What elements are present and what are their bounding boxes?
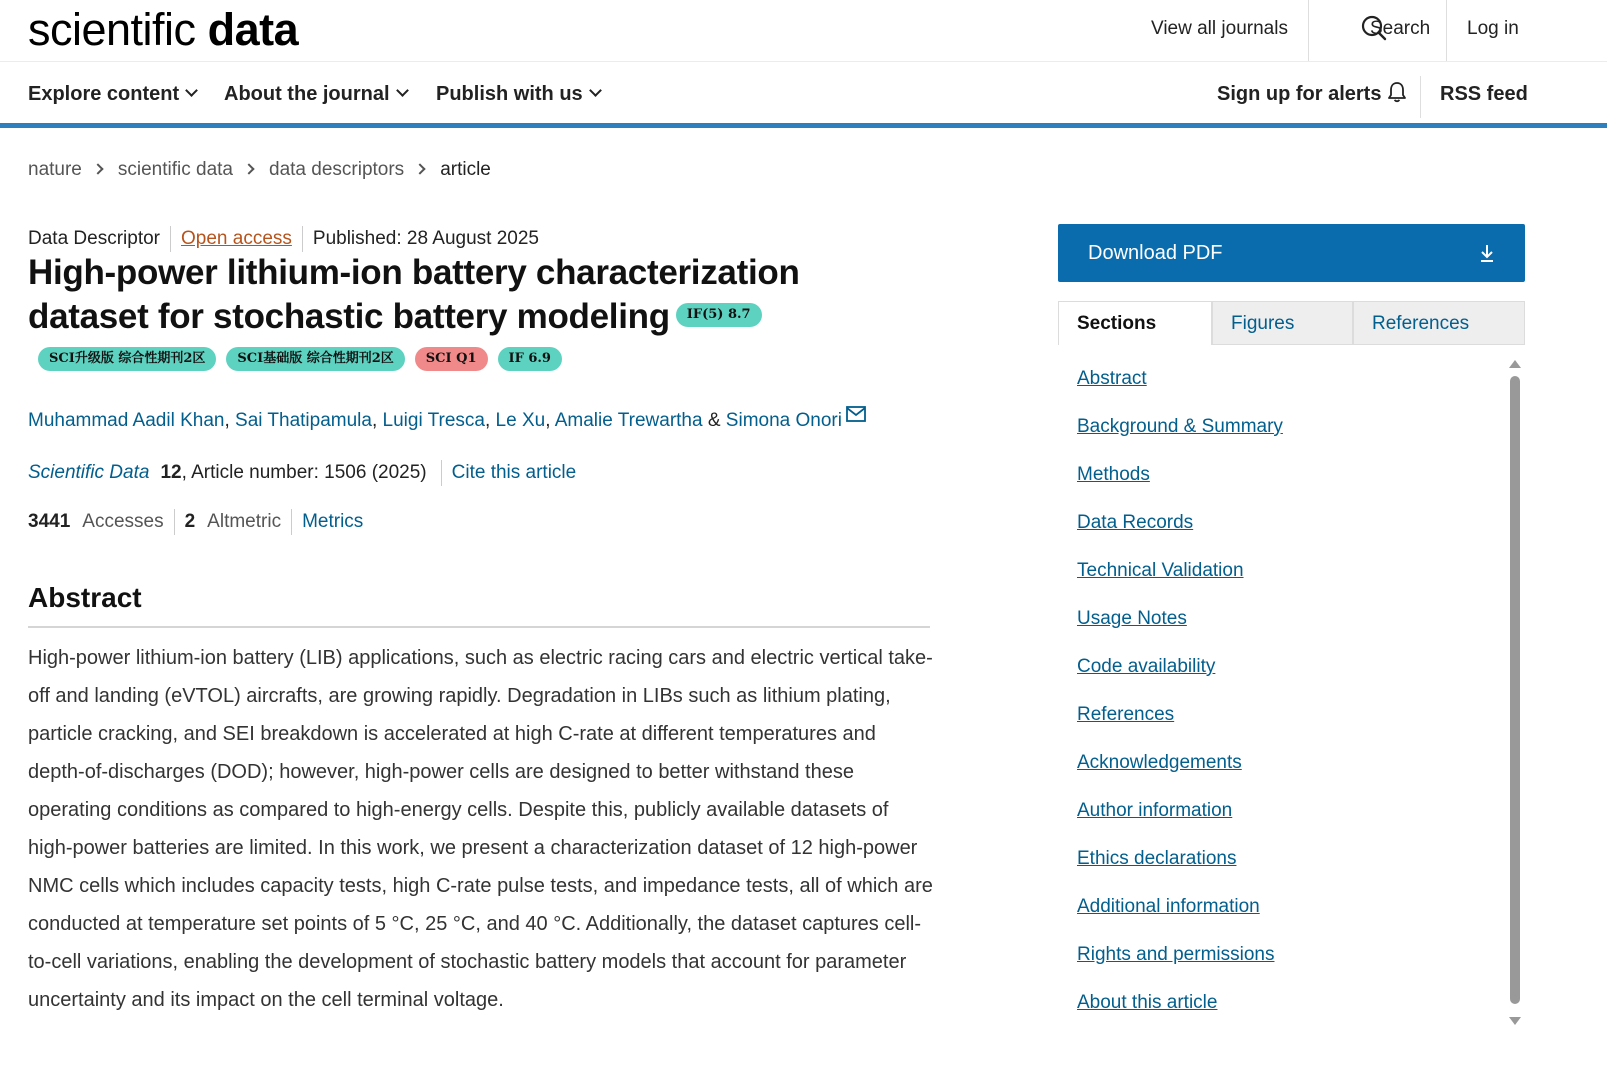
accesses-count: 3441 — [28, 511, 71, 532]
author-list: Muhammad Aadil Khan, Sai Thatipamula, Luigi Tresca, Le Xu, Amalie Trewartha & Simona Onori — [28, 406, 866, 432]
section-item — [1077, 692, 1497, 740]
nav-divider — [1420, 76, 1421, 118]
cite-divider — [441, 460, 442, 486]
article-title-text: High-power lithium-ion battery characterization dataset for stochastic battery modeling — [28, 253, 800, 336]
altmetric-count: 2 — [184, 511, 196, 532]
section-nav-list — [1077, 356, 1497, 1028]
download-icon — [1479, 243, 1495, 263]
section-link-rights[interactable]: Rights and permissions — [1077, 944, 1275, 965]
download-pdf-label: Download PDF — [1088, 242, 1223, 264]
section-link-additional-information[interactable]: Additional information — [1077, 896, 1260, 917]
metric-badge: SCI Q1 — [415, 347, 488, 371]
section-link-usage-notes[interactable]: Usage Notes — [1077, 608, 1187, 629]
chevron-right-icon — [415, 163, 426, 174]
bell-icon — [1387, 81, 1407, 103]
section-link-background[interactable]: Background & Summary — [1077, 416, 1283, 437]
breadcrumb-scientific-data[interactable]: scientific data — [117, 159, 233, 180]
breadcrumb — [28, 159, 491, 181]
open-access-link[interactable]: Open access — [181, 228, 292, 249]
logo-light-text: scientific — [28, 4, 196, 55]
journal-link[interactable]: Scientific Data — [28, 462, 150, 483]
breadcrumb-data-descriptors[interactable]: data descriptors — [269, 159, 405, 180]
alerts-label: Sign up for alerts — [1217, 83, 1382, 105]
section-link-acknowledgements[interactable]: Acknowledgements — [1077, 752, 1242, 773]
metric-badge: IF(5) 8.7 — [676, 303, 762, 327]
article-type: Data Descriptor — [28, 228, 160, 249]
about-journal-menu[interactable] — [224, 62, 407, 125]
author-link[interactable]: Sai Thatipamula — [235, 410, 372, 431]
breadcrumb-nature[interactable]: nature — [28, 159, 82, 180]
tab-sections[interactable]: Sections — [1058, 301, 1212, 345]
section-item — [1077, 548, 1497, 596]
meta-divider — [302, 226, 303, 252]
chevron-down-icon — [185, 84, 198, 97]
logo-bold-text: data — [207, 4, 299, 55]
section-item — [1077, 980, 1497, 1028]
altmetric-label: Altmetric — [207, 511, 282, 532]
section-item — [1077, 452, 1497, 500]
author-link[interactable]: Simona Onori — [725, 410, 842, 431]
chevron-right-icon — [243, 163, 254, 174]
section-link-ethics[interactable]: Ethics declarations — [1077, 848, 1237, 869]
abstract-heading: Abstract — [28, 582, 142, 613]
section-link-about-article[interactable]: About this article — [1077, 992, 1218, 1013]
about-journal-label: About the journal — [224, 83, 390, 105]
abstract-text: High-power lithium-ion battery (LIB) applications, such as electric racing cars and electric vertical take-off and landing (eVTOL) aircrafts, are growing rapidly. Degradation in LIBs such as lithium plating, particle cracking, and SEI breakdown is accelerated at high C-rate at different temperatures and depth-of-discharges (DOD); however, high-power cells are designed to better withstand these operating conditions as compared to high-energy cells. Despite this, publicly available datasets of high-power batteries are limited. In this work, we present a characterization dataset of 12 high-power NMC cells which includes capacity tests, high C-rate pulse tests, and impedance tests, all of which are conducted at temperature set points of 5 °C, 25 °C, and 40 °C. Additionally, the dataset captures cell-to-cell variations, enabling the development of stochastic battery models that account for parameter uncertainty and its impact on the cell terminal voltage. — [28, 647, 933, 1011]
scroll-down-arrow-icon[interactable] — [1509, 1017, 1521, 1025]
metric-badge: SCI升级版 综合性期刊2区 — [38, 347, 216, 371]
download-pdf-button[interactable] — [1058, 224, 1525, 282]
metrics-link[interactable]: Metrics — [302, 511, 364, 532]
cite-this-article-link[interactable]: Cite this article — [451, 462, 577, 483]
explore-content-menu[interactable] — [28, 62, 196, 125]
main-nav — [0, 62, 1607, 128]
chevron-right-icon — [92, 163, 103, 174]
rss-feed-link[interactable]: RSS feed — [1440, 83, 1528, 105]
view-all-journals-link[interactable]: View all journals — [1151, 18, 1288, 39]
metric-badge: IF 6.9 — [498, 347, 562, 371]
section-link-code-availability[interactable]: Code availability — [1077, 656, 1216, 677]
section-item — [1077, 788, 1497, 836]
top-bar — [0, 0, 1607, 62]
accesses-label: Accesses — [82, 511, 164, 532]
top-divider — [1446, 0, 1447, 61]
section-link-references[interactable]: References — [1077, 704, 1175, 725]
section-link-author-information[interactable]: Author information — [1077, 800, 1233, 821]
section-item — [1077, 404, 1497, 452]
publish-with-us-menu[interactable] — [436, 62, 600, 125]
article-meta — [28, 226, 539, 252]
section-item — [1077, 644, 1497, 692]
mail-icon[interactable] — [846, 406, 866, 422]
sign-up-alerts-link[interactable] — [1217, 62, 1407, 125]
section-item — [1077, 932, 1497, 980]
published-date: Published: 28 August 2025 — [312, 228, 539, 249]
author-link[interactable]: Muhammad Aadil Khan — [28, 410, 225, 431]
abstract-divider — [28, 626, 930, 628]
top-divider — [1308, 0, 1309, 61]
article-title — [28, 251, 908, 383]
scroll-up-arrow-icon[interactable] — [1509, 360, 1521, 368]
metrics-line — [28, 509, 363, 535]
section-item — [1077, 884, 1497, 932]
section-item — [1077, 836, 1497, 884]
volume-number: 12 — [160, 462, 182, 483]
author-link[interactable]: Amalie Trewartha — [554, 410, 703, 431]
log-in-link[interactable]: Log in — [1467, 18, 1519, 39]
tab-figures[interactable]: Figures — [1212, 301, 1353, 345]
citation-line — [28, 460, 576, 486]
chevron-down-icon — [396, 84, 409, 97]
section-link-abstract[interactable]: Abstract — [1077, 368, 1147, 389]
section-item — [1077, 500, 1497, 548]
chevron-down-icon — [589, 84, 602, 97]
explore-content-label: Explore content — [28, 83, 180, 105]
sidebar-tabs — [1058, 301, 1525, 345]
breadcrumb-current: article — [440, 159, 491, 180]
section-item — [1077, 740, 1497, 788]
section-item — [1077, 596, 1497, 644]
sidebar-scrollbar[interactable] — [1510, 376, 1520, 1004]
metrics-divider — [291, 509, 292, 535]
section-link-technical-validation[interactable]: Technical Validation — [1077, 560, 1244, 581]
section-item — [1077, 356, 1497, 404]
publish-label: Publish with us — [436, 83, 583, 105]
journal-logo[interactable] — [28, 2, 298, 58]
metrics-divider — [174, 509, 175, 535]
author-link[interactable]: Le Xu — [495, 410, 546, 431]
section-link-methods[interactable]: Methods — [1077, 464, 1150, 485]
article-number: , Article number: 1506 (2025) — [181, 462, 427, 483]
search-button[interactable]: Search — [1370, 18, 1431, 39]
section-link-data-records[interactable]: Data Records — [1077, 512, 1194, 533]
tab-references[interactable]: References — [1353, 301, 1525, 345]
metric-badge: SCI基础版 综合性期刊2区 — [226, 347, 404, 371]
author-link[interactable]: Luigi Tresca — [382, 410, 485, 431]
meta-divider — [170, 226, 171, 252]
